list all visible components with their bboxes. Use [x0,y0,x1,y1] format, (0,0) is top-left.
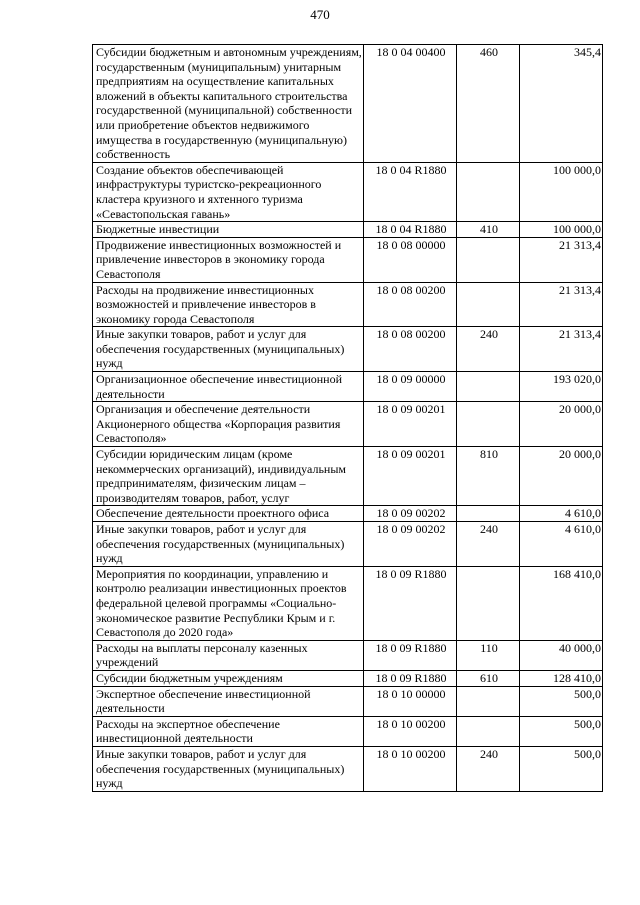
target-code: 18 0 04 00400 [364,45,457,163]
expense-name: Организация и обеспечение деятельности Акционерного общества «Корпорация развития Севастополя» [93,402,364,447]
expense-name: Обеспечение деятельности проектного офиса [93,506,364,522]
amount: 345,4 [520,45,603,163]
amount: 100 000,0 [520,222,603,238]
page-number: 470 [310,7,330,22]
target-code: 18 0 10 00200 [364,746,457,791]
expense-type [457,402,520,447]
table-row [93,45,603,163]
amount: 500,0 [520,686,603,716]
amount: 500,0 [520,746,603,791]
target-code: 18 0 08 00200 [364,327,457,372]
target-code: 18 0 09 R1880 [364,566,457,640]
table-row [93,640,603,670]
table-row [93,522,603,567]
amount: 21 313,4 [520,327,603,372]
amount: 20 000,0 [520,447,603,506]
budget-table [92,44,603,792]
expense-name: Иные закупки товаров, работ и услуг для обеспечения государственных (муниципальных) нужд [93,522,364,567]
expense-type [457,162,520,221]
expense-type [457,372,520,402]
table-row [93,372,603,402]
amount: 100 000,0 [520,162,603,221]
target-code: 18 0 09 00202 [364,522,457,567]
table-row [93,686,603,716]
target-code: 18 0 04 R1880 [364,162,457,221]
expense-name: Субсидии бюджетным учреждениям [93,670,364,686]
table-row [93,282,603,327]
table-row [93,402,603,447]
table-row [93,506,603,522]
target-code: 18 0 10 00000 [364,686,457,716]
target-code: 18 0 09 R1880 [364,640,457,670]
expense-name: Иные закупки товаров, работ и услуг для обеспечения государственных (муниципальных) нужд [93,746,364,791]
amount: 500,0 [520,716,603,746]
target-code: 18 0 10 00200 [364,716,457,746]
table-row [93,222,603,238]
expense-type [457,506,520,522]
table-row [93,237,603,282]
amount: 168 410,0 [520,566,603,640]
expense-name: Иные закупки товаров, работ и услуг для обеспечения государственных (муниципальных) нужд [93,327,364,372]
amount: 21 313,4 [520,237,603,282]
target-code: 18 0 09 R1880 [364,670,457,686]
expense-type: 610 [457,670,520,686]
target-code: 18 0 09 00201 [364,447,457,506]
target-code: 18 0 09 00000 [364,372,457,402]
target-code: 18 0 09 00201 [364,402,457,447]
expense-type [457,282,520,327]
expense-type: 810 [457,447,520,506]
table-row [93,566,603,640]
table-row [93,716,603,746]
target-code: 18 0 04 R1880 [364,222,457,238]
expense-type: 460 [457,45,520,163]
table-row [93,447,603,506]
amount: 21 313,4 [520,282,603,327]
table-row [93,670,603,686]
expense-type [457,686,520,716]
expense-name: Расходы на продвижение инвестиционных возможностей и привлечение инвесторов в экономику города Севастополя [93,282,364,327]
amount: 128 410,0 [520,670,603,686]
amount: 20 000,0 [520,402,603,447]
expense-name: Организационное обеспечение инвестиционной деятельности [93,372,364,402]
expense-name: Создание объектов обеспечивающей инфраструктуры туристско-рекреационного кластера круизного и яхтенного туризма «Севастопольская гавань» [93,162,364,221]
expense-name: Субсидии юридическим лицам (кроме некоммерческих организаций), индивидуальным предпринимателям, физическим лицам – производителям товаров, работ, услуг [93,447,364,506]
expense-name: Бюджетные инвестиции [93,222,364,238]
expense-type: 240 [457,746,520,791]
expense-name: Продвижение инвестиционных возможностей и привлечение инвесторов в экономику города Севастополя [93,237,364,282]
expense-type [457,716,520,746]
expense-type [457,566,520,640]
expense-type [457,237,520,282]
expense-name: Субсидии бюджетным и автономным учреждениям, государственным (муниципальным) унитарным предприятиям на осуществление капитальных вложений в объекты капитального строительства государственной (муниципальной) собственности или приобретение объектов недвижимого имущества в государственную (муниципальную) собственность [93,45,364,163]
target-code: 18 0 08 00200 [364,282,457,327]
expense-name: Расходы на экспертное обеспечение инвестиционной деятельности [93,716,364,746]
target-code: 18 0 08 00000 [364,237,457,282]
expense-type: 240 [457,327,520,372]
amount: 4 610,0 [520,506,603,522]
table-row [93,162,603,221]
table-row [93,327,603,372]
amount: 40 000,0 [520,640,603,670]
expense-name: Экспертное обеспечение инвестиционной деятельности [93,686,364,716]
table-row [93,746,603,791]
amount: 4 610,0 [520,522,603,567]
expense-name: Расходы на выплаты персоналу казенных учреждений [93,640,364,670]
expense-type: 240 [457,522,520,567]
expense-name: Мероприятия по координации, управлению и контролю реализации инвестиционных проектов федеральной целевой программы «Социально-экономическое развитие Республики Крым и г. Севастополя до 2020 года» [93,566,364,640]
amount: 193 020,0 [520,372,603,402]
expense-type: 110 [457,640,520,670]
expense-type: 410 [457,222,520,238]
target-code: 18 0 09 00202 [364,506,457,522]
